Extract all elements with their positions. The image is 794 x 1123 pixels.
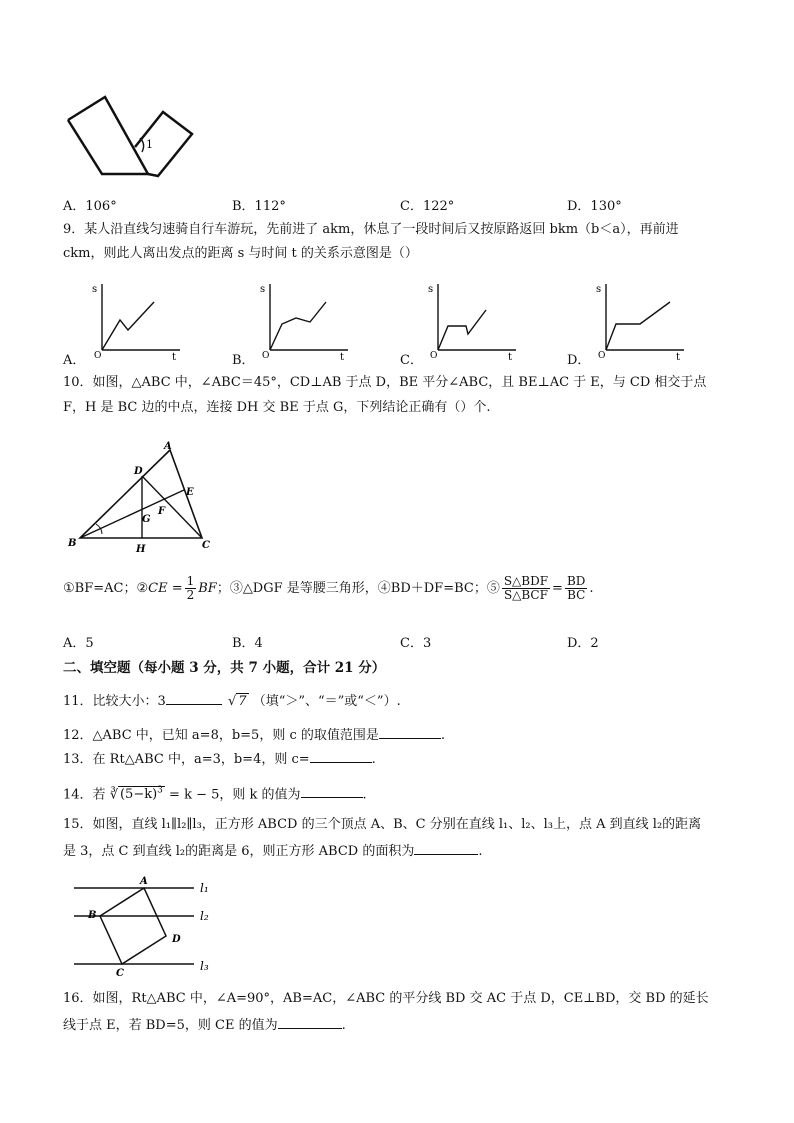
q8-option-c: C．122° <box>400 199 455 214</box>
q16-text-2 <box>63 1014 346 1035</box>
q9-a-axis-s: s <box>92 284 98 295</box>
q9-b-axis-s: s <box>260 284 266 295</box>
q9-c-origin: O <box>430 351 438 361</box>
q9-text-1: 9．某人沿直线匀速骑自行车游玩，先前进了 akm，休息了一段时间后又按原路返回 bkm（b＜a），再前进 <box>63 222 679 237</box>
q13-pre: 13．在 Rt△ABC 中，a=3，b=4，则 c= <box>63 752 310 767</box>
q10-bd: BD <box>566 574 586 588</box>
q9-c-axis-t: t <box>508 352 513 362</box>
q14-exponent: 3 <box>157 786 163 796</box>
q14-post: . <box>362 787 367 803</box>
q10-s3: ；③△DGF 是等腰三角形，④BD＋DF=BC；⑤ <box>216 581 500 596</box>
q10-text-2: F，H 是 BC 边的中点，连接 DH 交 BE 于点 G，下列结论正确有（）个. <box>63 400 491 415</box>
q11-blank[interactable] <box>166 690 222 705</box>
q15-text-2 <box>63 840 482 861</box>
q10-figure <box>62 438 232 556</box>
q8-option-b: B．112° <box>232 199 286 214</box>
q15-label-c: C <box>116 968 124 979</box>
q9-graph-c <box>424 278 524 362</box>
q10-sbdf: S△BDF <box>503 574 549 588</box>
q12-post: . <box>440 728 446 743</box>
q16-line2-pre: 线于点 E，若 BD=5，则 CE 的值为 <box>63 1018 278 1033</box>
q14-pre: 14．若 <box>63 787 106 803</box>
q10-half <box>185 575 197 602</box>
section-2-heading: 二、填空题（每小题 3 分，共 7 小题，合计 21 分） <box>63 660 386 676</box>
q9-graph-a <box>88 278 188 362</box>
q9-b-origin: O <box>262 351 270 361</box>
q10-bc: BC <box>567 588 586 602</box>
q15-label-l3: l₃ <box>200 959 209 973</box>
q16-line2-post: . <box>341 1018 346 1033</box>
q10-label-h: H <box>136 544 146 555</box>
q10-label-d: D <box>134 466 143 477</box>
q15-label-l1: l₁ <box>200 881 209 895</box>
q14-radical: ∛ $(5-k)^3$ <box>109 786 163 803</box>
q14-radicand: (5−k) <box>119 787 158 803</box>
q13 <box>63 748 376 769</box>
q13-post: . <box>371 752 376 767</box>
q15-text-1: 15．如图，直线 l₁∥l₂∥l₃，正方形 ABCD 的三个顶点 A、B、C 分别在直线 l₁、l₂、l₃上，点 A 到直线 l₂的距离 <box>63 817 702 832</box>
q15-label-a: A <box>140 876 148 887</box>
q10-half-num: 1 <box>186 574 195 588</box>
q10-option-d: D．2 <box>567 636 599 651</box>
q16-text-1: 16．如图，Rt△ABC 中，∠A=90°，AB=AC，∠ABC 的平分线 BD 交 AC 于点 D，CE⊥BD，交 BD 的延长 <box>63 991 709 1006</box>
q9-option-b: B． <box>232 353 255 368</box>
q9-d-origin: O <box>598 351 606 361</box>
q9-a-origin: O <box>94 351 102 361</box>
q14 <box>63 782 367 804</box>
q10-label-b: B <box>68 538 77 549</box>
q10-label-c: C <box>202 540 210 551</box>
q11-sqrt: √ 7 <box>227 694 247 709</box>
q10-s1: ①BF=AC；② <box>63 581 149 596</box>
q11-pre: 11．比较大小：3 <box>63 694 166 709</box>
q14-mid: = k − 5，则 k 的值为 <box>169 787 301 803</box>
q12 <box>63 724 445 745</box>
q10-end: . <box>589 581 594 596</box>
q9-graph-d <box>592 278 692 362</box>
q9-d-axis-s: s <box>596 284 602 295</box>
q10-label-e: E <box>186 487 194 498</box>
q10-side-ratio <box>565 575 587 602</box>
q15-label-l2: l₂ <box>200 909 209 923</box>
q9-d-axis-t: t <box>676 352 681 362</box>
q9-text-2: ckm，则此人离出发点的距离 s 与时间 t 的关系示意图是（） <box>63 246 418 261</box>
q10-option-c: C．3 <box>400 636 432 651</box>
q10-option-b: B．4 <box>232 636 263 651</box>
q13-blank[interactable] <box>310 748 372 763</box>
q10-option-a: A．5 <box>63 636 94 651</box>
q15-line2-pre: 是 3，点 C 到直线 l₂的距离是 6，则正方形 ABCD 的面积为 <box>63 844 415 859</box>
q10-label-g: G <box>142 514 151 525</box>
q11 <box>63 690 401 711</box>
q10-bf: BF <box>198 581 217 596</box>
q15-label-b: B <box>88 910 97 921</box>
q9-option-c: C． <box>400 353 423 368</box>
q9-a-axis-t: t <box>172 352 177 362</box>
q9-option-d: D． <box>567 353 591 368</box>
q10-label-f: F <box>158 506 166 517</box>
q12-pre: 12．△ABC 中，已知 a=8，b=5，则 c 的取值范围是 <box>63 728 379 743</box>
q11-post: （填“＞”、“＝”或“＜”）. <box>252 694 401 709</box>
q10-label-a: A <box>164 441 172 452</box>
q11-radicand: 7 <box>238 694 247 709</box>
q8-angle-label: 1 <box>146 138 153 151</box>
q10-sbcf: S△BCF <box>503 588 548 602</box>
q16-blank[interactable] <box>278 1014 342 1029</box>
q10-ce: CE = <box>148 581 183 596</box>
q12-blank[interactable] <box>379 724 441 739</box>
q8-option-d: D．130° <box>567 199 622 214</box>
q10-area-ratio <box>502 575 550 602</box>
q10-half-den: 2 <box>186 588 195 602</box>
q9-graph-b <box>256 278 356 362</box>
q15-blank[interactable] <box>414 840 478 855</box>
q10-eq: = <box>552 581 563 596</box>
q10-text-1: 10．如图，△ABC 中，∠ABC＝45°，CD⊥AB 于点 D，BE 平分∠ABC，且 BE⊥AC 于 E，与 CD 相交于点 <box>63 375 707 390</box>
q9-b-axis-t: t <box>340 352 345 362</box>
q9-option-a: A． <box>63 353 86 368</box>
q14-blank[interactable] <box>301 783 363 798</box>
q8-figure <box>60 92 200 182</box>
q15-line2-post: . <box>478 844 483 859</box>
q15-label-d: D <box>172 934 181 945</box>
q9-c-axis-s: s <box>428 284 434 295</box>
q10-statements <box>63 575 594 602</box>
q8-option-a: A．106° <box>63 199 117 214</box>
q15-figure <box>70 872 220 980</box>
